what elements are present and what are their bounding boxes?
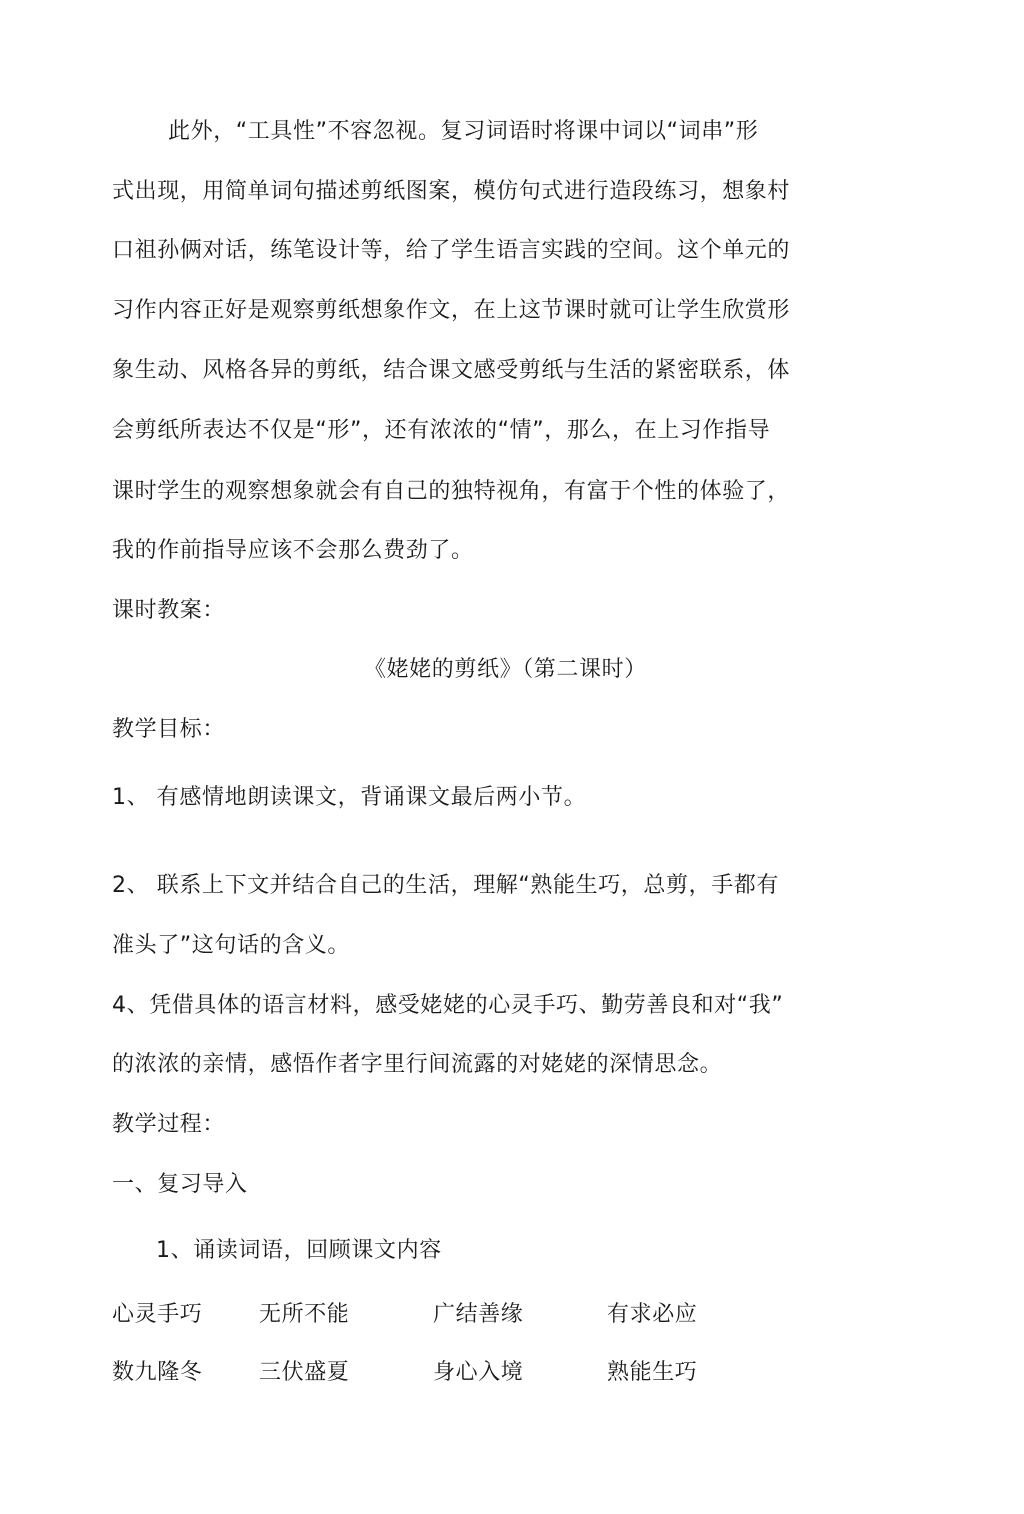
vocab-word: 广结善缘 (433, 1302, 524, 1327)
paragraph-line: 此外，“工具性”不容忽视。复习词语时将课中词以“词串”形 (168, 119, 759, 144)
vocab-word: 三伏盛夏 (259, 1360, 350, 1385)
vocab-word: 无所不能 (259, 1302, 350, 1327)
step-item: 1、诵读词语，回顾课文内容 (156, 1238, 442, 1263)
vocab-word: 数九隆冬 (112, 1360, 203, 1385)
objective-item: 2、 联系上下文并结合自己的生活，理解“熟能生巧，总剪，手都有 (112, 873, 779, 898)
paragraph-line: 口祖孙俩对话，练笔设计等，给了学生语言实践的空间。这个单元的 (112, 238, 791, 263)
objective-item-continued: 准头了”这句话的含义。 (112, 933, 350, 958)
vocab-row (112, 1358, 752, 1388)
paragraph-line: 课时学生的观察想象就会有自己的独特视角，有富于个性的体验了， (112, 479, 791, 504)
paragraph-line: 象生动、风格各异的剪纸，结合课文感受剪纸与生活的紧密联系，体 (112, 358, 791, 383)
objectives-label: 教学目标： (112, 717, 226, 742)
paragraph-line: 式出现，用简单词句描述剪纸图案，模仿句式进行造段练习，想象村 (112, 179, 791, 204)
vocab-word: 熟能生巧 (607, 1360, 698, 1385)
objective-item-continued: 的浓浓的亲情，感悟作者字里行间流露的对姥姥的深情思念。 (112, 1052, 723, 1077)
objective-item: 1、 有感情地朗读课文，背诵课文最后两小节。 (112, 785, 587, 810)
paragraph-line: 习作内容正好是观察剪纸想象作文，在上这节课时就可让学生欣赏形 (112, 298, 791, 323)
paragraph-line: 会剪纸所表达不仅是“形”，还有浓浓的“情”，那么，在上习作指导 (112, 418, 771, 443)
lesson-title: 《姥姥的剪纸》（第二课时） (364, 657, 647, 682)
vocab-word: 有求必应 (607, 1302, 698, 1327)
paragraph-line: 我的作前指导应该不会那么费劲了。 (112, 538, 474, 563)
vocab-row (112, 1300, 752, 1330)
section-heading: 一、复习导入 (112, 1172, 248, 1197)
lesson-plan-label: 课时教案： (112, 598, 226, 623)
process-label: 教学过程： (112, 1112, 226, 1137)
vocab-word: 身心入境 (433, 1360, 524, 1385)
objective-item: 4、凭借具体的语言材料，感受姥姥的心灵手巧、勤劳善良和对“我” (112, 993, 784, 1018)
vocab-word: 心灵手巧 (112, 1302, 203, 1327)
